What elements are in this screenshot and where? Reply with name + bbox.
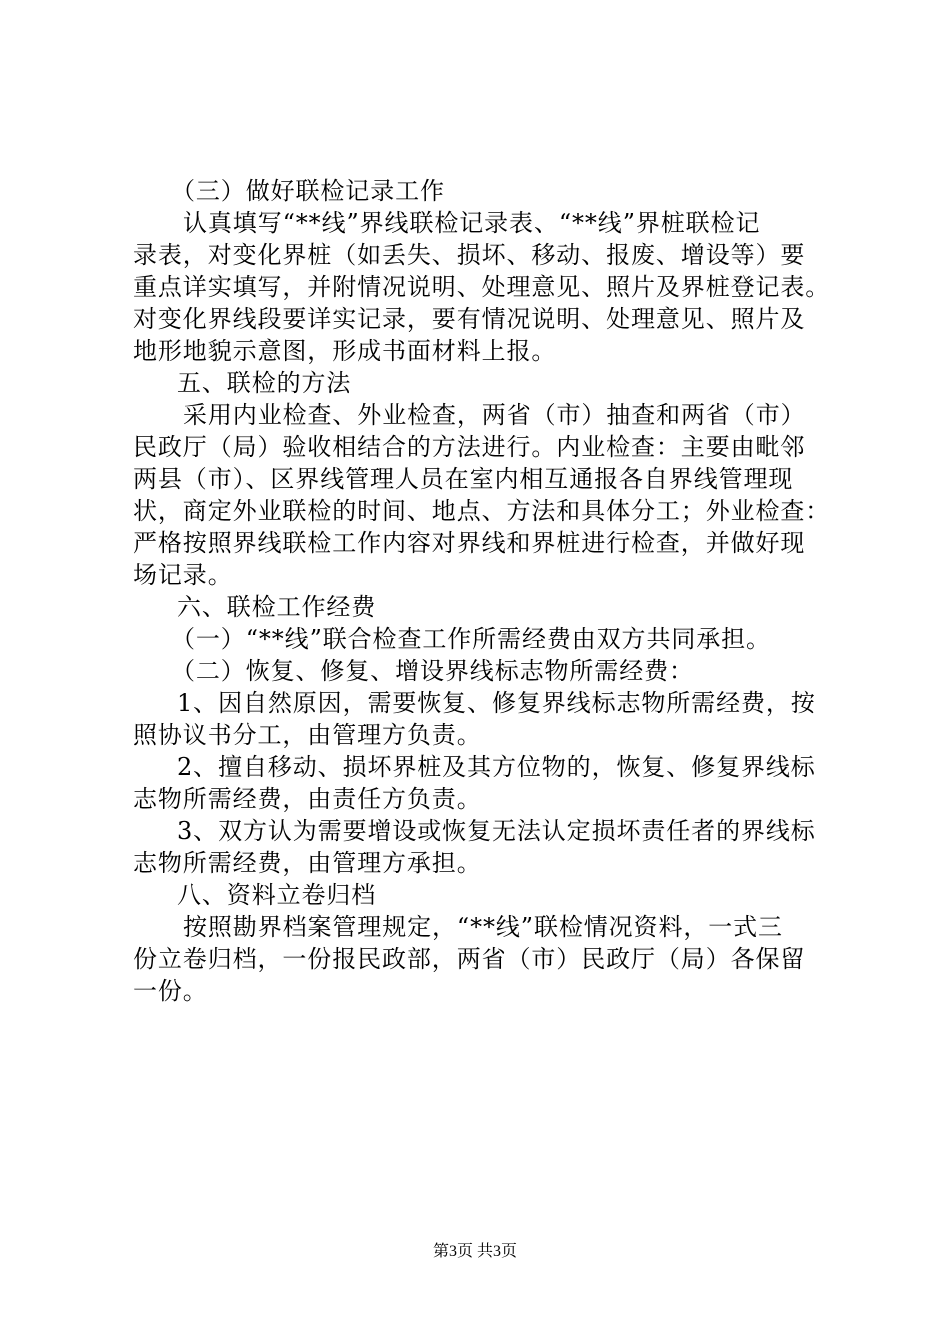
section-heading-8: 八、资料立卷归档 bbox=[177, 881, 377, 909]
paragraph-line: 1、因自然原因，需要恢复、修复界线标志物所需经费，按 bbox=[177, 689, 816, 717]
paragraph-line: 民政厅（局）验收相结合的方法进行。内业检查：主要由毗邻 bbox=[133, 433, 806, 461]
paragraph-line: 按照勘界档案管理规定，“**线”联检情况资料，一式三 bbox=[183, 913, 783, 941]
paragraph-line: 场记录。 bbox=[133, 561, 233, 589]
paragraph-line: 对变化界线段要详实记录，要有情况说明、处理意见、照片及 bbox=[133, 305, 806, 333]
paragraph-line: 认真填写“**线”界线联检记录表、“**线”界桩联检记 bbox=[183, 209, 761, 237]
section-heading-3: （三）做好联检记录工作 bbox=[171, 177, 445, 205]
paragraph-line: 地形地貌示意图，形成书面材料上报。 bbox=[133, 337, 557, 365]
paragraph-line: 重点详实填写，并附情况说明、处理意见、照片及界桩登记表。 bbox=[133, 273, 831, 301]
paragraph-line: 2、擅自移动、损坏界桩及其方位物的，恢复、修复界线标 bbox=[177, 753, 816, 781]
paragraph-line: 份立卷归档，一份报民政部，两省（市）民政厅（局）各保留 bbox=[133, 945, 806, 973]
paragraph-line: 两县（市）、区界线管理人员在室内相互通报各自界线管理现 bbox=[133, 465, 794, 493]
paragraph-line: 状，商定外业联检的时间、地点、方法和具体分工；外业检查： bbox=[133, 497, 831, 525]
paragraph-line: 严格按照界线联检工作内容对界线和界桩进行检查，并做好现 bbox=[133, 529, 806, 557]
paragraph-line: 3、双方认为需要增设或恢复无法认定损坏责任者的界线标 bbox=[177, 817, 816, 845]
section-heading-6: 六、联检工作经费 bbox=[177, 593, 377, 621]
paragraph-line: 采用内业检查、外业检查，两省（市）抽查和两省（市） bbox=[183, 401, 806, 429]
paragraph-line: 照协议书分工，由管理方负责。 bbox=[133, 721, 482, 749]
paragraph-line: （一）“**线”联合检查工作所需经费由双方共同承担。 bbox=[171, 625, 771, 653]
paragraph-line: 志物所需经费，由管理方承担。 bbox=[133, 849, 482, 877]
section-heading-5: 五、联检的方法 bbox=[177, 369, 352, 397]
paragraph-line: 录表，对变化界桩（如丢失、损坏、移动、报废、增设等）要 bbox=[133, 241, 806, 269]
page-number-footer: 第3页 共3页 bbox=[432, 1243, 517, 1260]
paragraph-line: 一份。 bbox=[133, 977, 208, 1005]
paragraph-line: （二）恢复、修复、增设界线标志物所需经费： bbox=[171, 657, 694, 685]
paragraph-line: 志物所需经费，由责任方负责。 bbox=[133, 785, 482, 813]
